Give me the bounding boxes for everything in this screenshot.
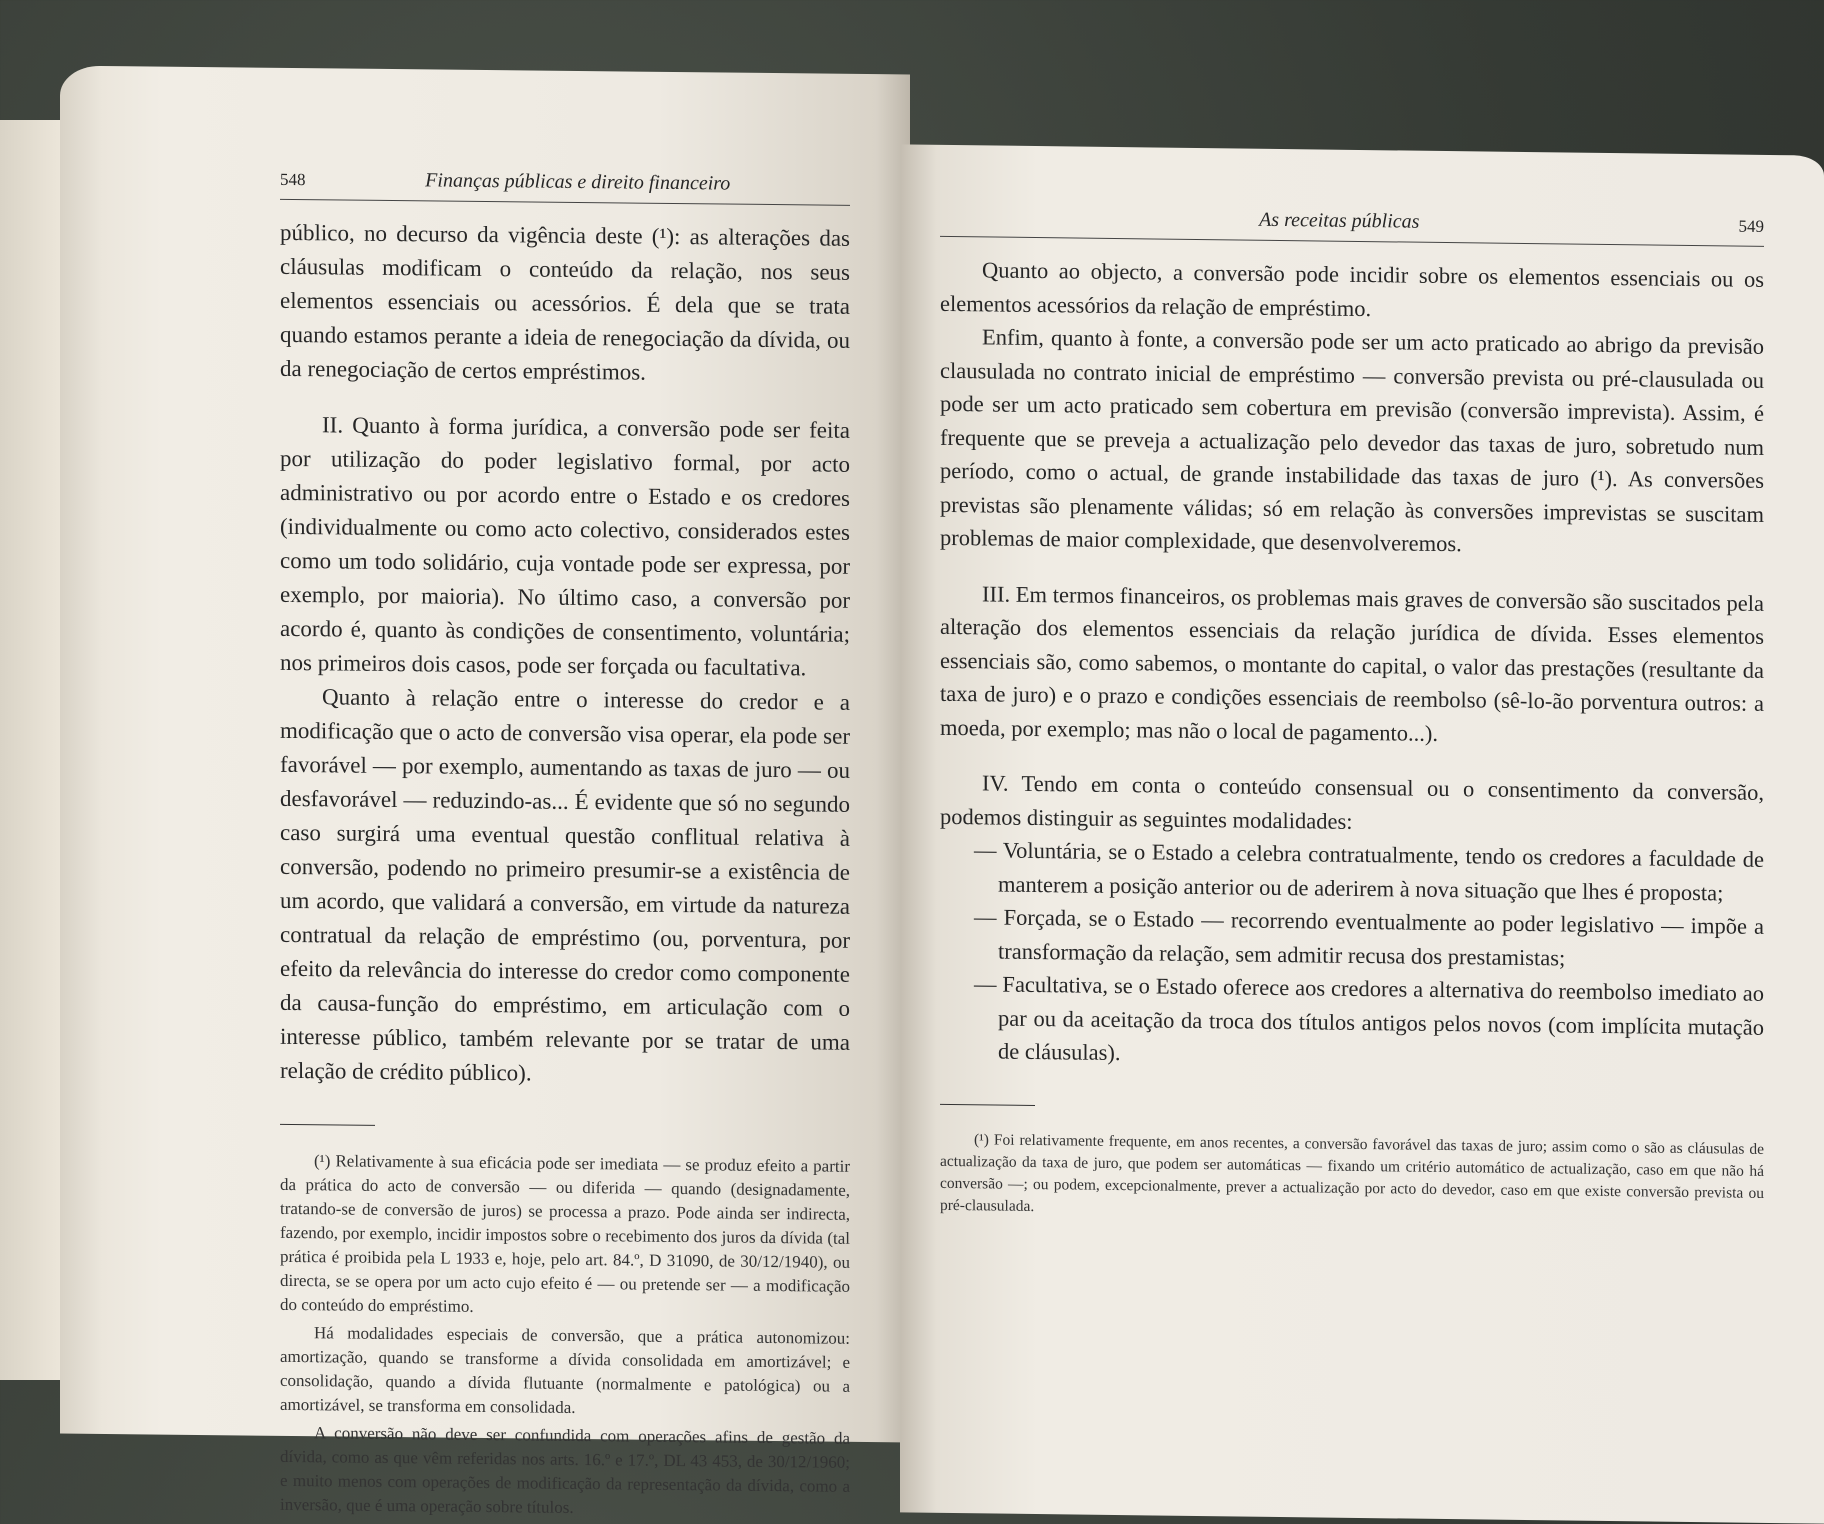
right-paragraph: IV. Tendo em conta o conteúdo consensual ou o consentimento da conversão, podemos distinguir as seguintes modalidades: bbox=[940, 770, 1764, 834]
modality-list-item: — Facultativa, se o Estado oferece aos credores a alternativa do reembolso imediato ao par ou da aceitação da troca dos títulos antigos pelos novos (com implícita mutação de cláusulas). bbox=[974, 971, 1764, 1066]
left-footnotes bbox=[280, 1149, 850, 1523]
left-body-text bbox=[280, 216, 850, 1094]
right-footnote: (¹) Foi relativamente frequente, em anos recentes, a conversão favorável das taxas de juro; assim como o são as cláusulas de actualização da taxa de juro, que podem ser automáticas — fixando um critério automático de actualização, caso em que não há conversão —; ou podem, excepcionalmente, prever a actualização por acto do devedor, caso em que existe conversão prevista ou pré-clausulada. bbox=[940, 1130, 1764, 1215]
right-paragraph: III. Em termos financeiros, os problemas mais graves de conversão são suscitados pela alteração dos elementos essenciais da relação jurídica de dívida. Esses elementos essenciais são, como sabemos, o montante do capital, o valor das prestações (resultante da taxa de juro) e o prazo e condições essenciais de reembolso (sê-lo-ão porventura outros: a moeda, por exemplo; mas não o local de pagamento...). bbox=[940, 580, 1764, 746]
right-running-head bbox=[940, 205, 1764, 247]
right-page bbox=[900, 144, 1824, 1523]
footnote-rule bbox=[280, 1124, 375, 1126]
footnote-rule bbox=[940, 1103, 1035, 1105]
right-footnotes bbox=[940, 1128, 1764, 1226]
left-footnote: Há modalidades especiais de conversão, que a prática autonomizou: amortização, quando se transforme a dívida consolidada em amortizável; e consolidação, quando a dívida flutuante (normalmente e patológica) ou a amortizável, se transforma em consolidada. bbox=[280, 1323, 850, 1417]
right-paragraph: Quanto ao objecto, a conversão pode incidir sobre os elementos essenciais ou os elementos acessórios da relação de empréstimo. bbox=[940, 257, 1764, 321]
modality-list-item: — Voluntária, se o Estado a celebra contratualmente, tendo os credores a faculdade de manterem a posição anterior ou de aderirem à nova situação que lhes é proposta; bbox=[974, 837, 1764, 905]
left-footnote: (¹) Relativamente à sua eficácia pode ser imediata — se produz efeito a partir da prática do acto de conversão — ou diferida — quando (designadamente, tratando-se de conversão de juros) se processa a prazo. Pode ainda ser indirecta, fazendo, por exemplo, incidir impostos sobre o recebimento dos juros da dívida (tal prática é proibida pela L 1933 e, hoje, pelo art. 84.º, D 31090, de 30/12/1940), ou directa, se se opera por um acto cujo efeito é — ou pretende ser — a modificação do conteúdo do empréstimo. bbox=[280, 1151, 850, 1316]
right-running-title: As receitas públicas bbox=[1259, 208, 1420, 233]
left-page bbox=[60, 66, 910, 1517]
left-page-number: 548 bbox=[280, 169, 306, 190]
left-running-head bbox=[280, 168, 850, 206]
right-body-text bbox=[940, 253, 1764, 1078]
left-paragraph: Quanto à relação entre o interesse do credor e a modificação que o acto de conversão visa operar, ela pode ser favorável — por exemplo, aumentando as taxas de juro — ou desfavorável — reduzindo-as... É evidente que só no segundo caso surgirá uma eventual questão conflitual relativa à conversão, podendo no primeiro presumir-se a existência de um acordo, que validará a conversão, em virtude da natureza contratual da relação de empréstimo (ou, porventura, por efeito da relevância do interesse do credor como componente da causa-função do empréstimo, em articulação com o interesse público, também relevante por se tratar de uma relação de crédito público). bbox=[280, 684, 850, 1086]
right-page-number: 549 bbox=[1738, 216, 1764, 236]
left-paragraph: II. Quanto à forma jurídica, a conversão pode ser feita por utilização do poder legislativo formal, por acto administrativo ou por acordo entre o Estado e os credores (individualmente ou como acto colectivo, considerados estes como um todo solidário, cuja vontade pode ser expressa, por exemplo, por maioria). No último caso, a conversão por acordo é, quanto às condições de consentimento, voluntária; nos primeiros dois casos, pode ser forçada ou facultativa. bbox=[280, 412, 850, 681]
left-footnote: A conversão não deve ser confundida com operações afins de gestão da dívida, como as que vêm referidas nos arts. 16.º e 17.º, DL 43 453, de 30/12/1960; e muito menos com operações de modificação da representação da dívida, como a inversão, que é uma operação sobre títulos. bbox=[280, 1423, 850, 1517]
left-running-title: Finanças públicas e direito financeiro bbox=[425, 169, 731, 195]
left-paragraph: público, no decurso da vigência deste (¹): as alterações das cláusulas modificam o conteúdo da relação, nos seus elementos essenciais ou acessórios. É dela que se trata quando estamos perante a ideia de renegociação da dívida, ou da renegociação de certos empréstimos. bbox=[280, 219, 850, 385]
right-paragraph: Enfim, quanto à fonte, a conversão pode ser um acto praticado ao abrigo da previsão clausulada no contrato inicial de empréstimo — conversão prevista ou pré-clausulada ou pode ser um acto praticado sem cobertura em previsão (conversão imprevista). Assim, é frequente que se preveja a actualização pelo devedor das taxas de juro, sobretudo num período, como o actual, de grande instabilidade das taxas de juro (¹). As conversões previstas são plenamente válidas; só em relação às conversões imprevistas se suscitam problemas de maior complexidade, que desenvolveremos. bbox=[940, 324, 1764, 557]
modality-list-item: — Forçada, se o Estado — recorrendo eventualmente ao poder legislativo — impõe a transformação da relação, sem admitir recusa dos prestamistas; bbox=[974, 904, 1764, 970]
